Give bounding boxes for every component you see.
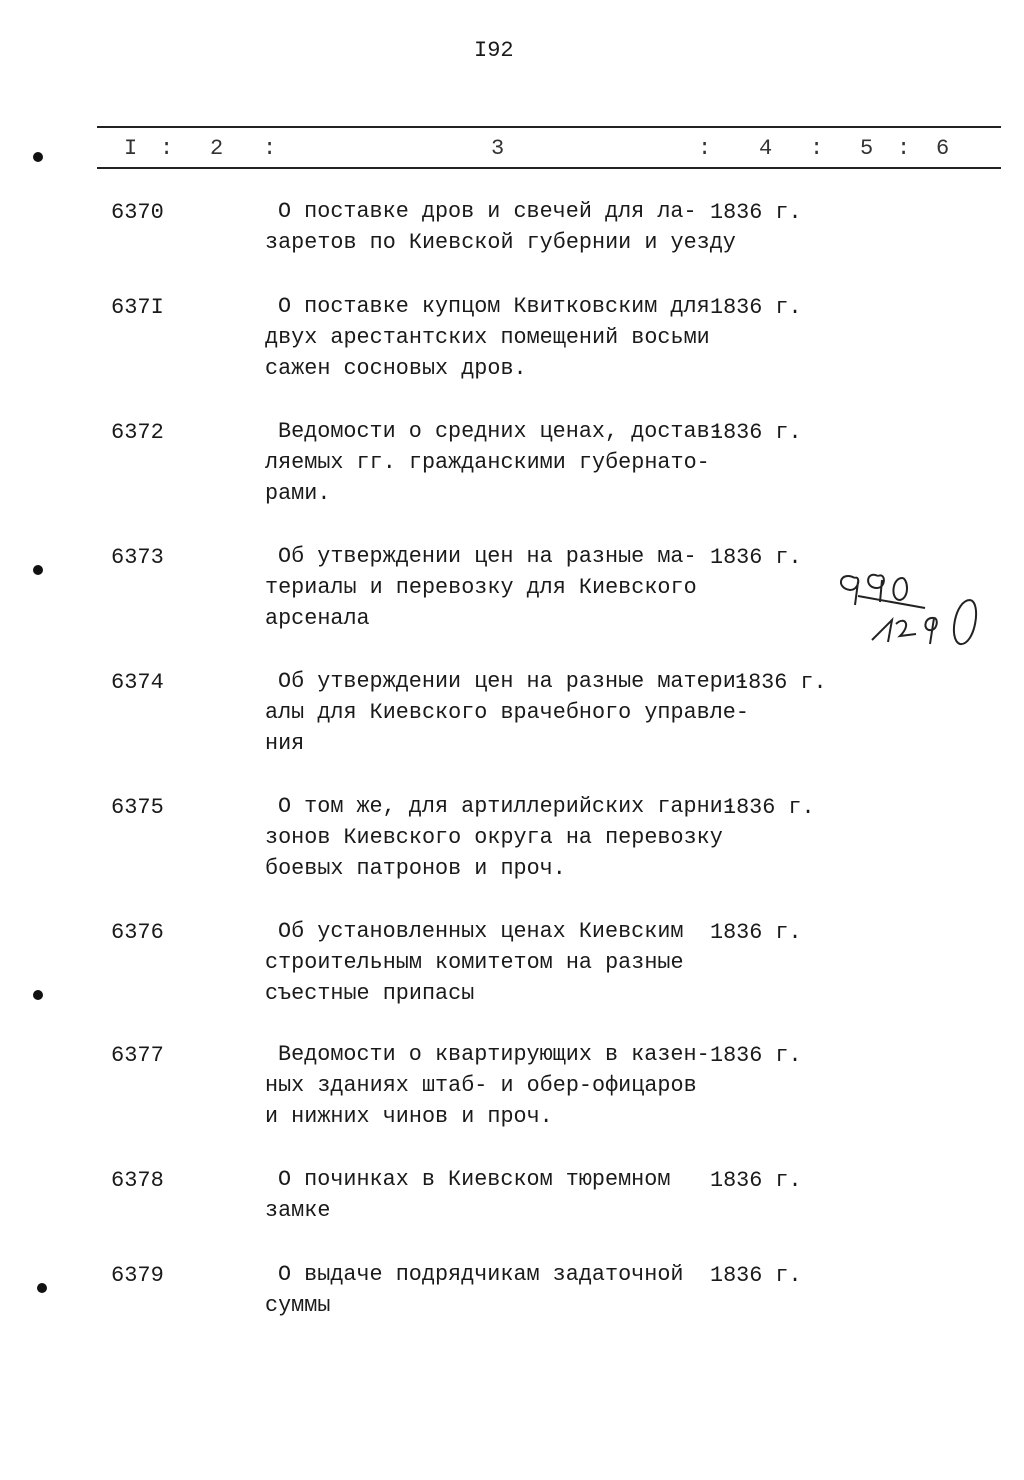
entry-number: 6377 <box>111 1043 164 1068</box>
column-4-label: 4 <box>759 136 773 161</box>
entry-number: 6379 <box>111 1263 164 1288</box>
entry-title-line: и нижних чинов и проч. <box>265 1104 553 1129</box>
entry-number: 6373 <box>111 545 164 570</box>
entry-title-line: О выдаче подрядчикам задаточной <box>278 1262 684 1287</box>
entry-row <box>0 795 1024 915</box>
handwritten-folio-number <box>830 560 995 655</box>
entry-title-line: Об установленных ценах Киевским <box>278 919 684 944</box>
entry-year: 1836 г. <box>723 795 815 820</box>
page-number: I92 <box>474 38 514 63</box>
column-5-label: 5 <box>860 136 874 161</box>
entry-title-line: О том же, для артиллерийских гарни- <box>278 794 736 819</box>
entry-row <box>0 1043 1024 1163</box>
column-3-label: 3 <box>491 136 505 161</box>
header-top-rule <box>97 126 1001 128</box>
entry-title-line: замке <box>265 1198 331 1223</box>
punch-hole-mark <box>37 1283 47 1293</box>
entry-title-line: арсенала <box>265 606 370 631</box>
entry-title-line: териалы и перевозку для Киевского <box>265 575 697 600</box>
column-6-label: 6 <box>936 136 950 161</box>
entry-title-line: ляемых гг. гражданскими губернато- <box>265 450 710 475</box>
entry-title-line: суммы <box>265 1293 331 1318</box>
entry-row <box>0 420 1024 540</box>
column-1-label: I <box>124 136 138 161</box>
punch-hole-mark <box>33 990 43 1000</box>
punch-hole-mark <box>33 565 43 575</box>
entry-title-line: строительным комитетом на разные <box>265 950 684 975</box>
entry-row <box>0 920 1024 1040</box>
entry-year: 1836 г. <box>710 200 802 225</box>
entry-title-line: алы для Киевского врачебного управле- <box>265 700 749 725</box>
column-separator: : <box>698 136 712 161</box>
entry-number: 6372 <box>111 420 164 445</box>
entry-title-line: боевых патронов и проч. <box>265 856 566 881</box>
column-separator: : <box>897 136 911 161</box>
entry-number: 637I <box>111 295 164 320</box>
header-bottom-rule <box>97 167 1001 169</box>
entry-row <box>0 295 1024 415</box>
entry-year: 1836 г. <box>710 920 802 945</box>
entry-title-line: ных зданиях штаб- и обер-офицаров <box>265 1073 697 1098</box>
entry-year: 1836 г. <box>710 1263 802 1288</box>
entry-title-line: О починках в Киевском тюремном <box>278 1167 671 1192</box>
entry-title-line: О поставке дров и свечей для ла- <box>278 199 697 224</box>
entry-title-line: съестные припасы <box>265 981 475 1006</box>
entry-title-line: Ведомости о квартирующих в казен- <box>278 1042 710 1067</box>
entry-year: 1836 г. <box>710 295 802 320</box>
entry-title-line: Об утверждении цен на разные ма- <box>278 544 697 569</box>
entry-title-line: рами. <box>265 481 331 506</box>
entry-title-line: Ведомости о средних ценах, достав- <box>278 419 723 444</box>
column-2-label: 2 <box>210 136 224 161</box>
entry-title-line: заретов по Киевской губернии и уезду <box>265 230 736 255</box>
column-separator: : <box>263 136 277 161</box>
entry-number: 6375 <box>111 795 164 820</box>
entry-year: 1836 г. <box>710 420 802 445</box>
entry-title-line: Об утверждении цен на разные матери- <box>278 669 749 694</box>
entry-number: 6370 <box>111 200 164 225</box>
entry-title-line: сажен сосновых дров. <box>265 356 527 381</box>
entry-year: 1836 г. <box>710 1043 802 1068</box>
entry-year: 1836 г. <box>710 545 802 570</box>
entry-number: 6378 <box>111 1168 164 1193</box>
entry-year: 1836 г. <box>735 670 827 695</box>
entry-title-line: двух арестантских помещений восьми <box>265 325 710 350</box>
entry-year: 1836 г. <box>710 1168 802 1193</box>
entry-number: 6376 <box>111 920 164 945</box>
punch-hole-mark <box>33 152 43 162</box>
entry-row <box>0 1263 1024 1383</box>
column-separator: : <box>810 136 824 161</box>
entry-row <box>0 670 1024 790</box>
entry-number: 6374 <box>111 670 164 695</box>
entry-title-line: ния <box>265 731 305 756</box>
entry-title-line: О поставке купцом Квитковским для <box>278 294 710 319</box>
entry-title-line: зонов Киевского округа на перевозку <box>265 825 723 850</box>
column-separator: : <box>160 136 174 161</box>
